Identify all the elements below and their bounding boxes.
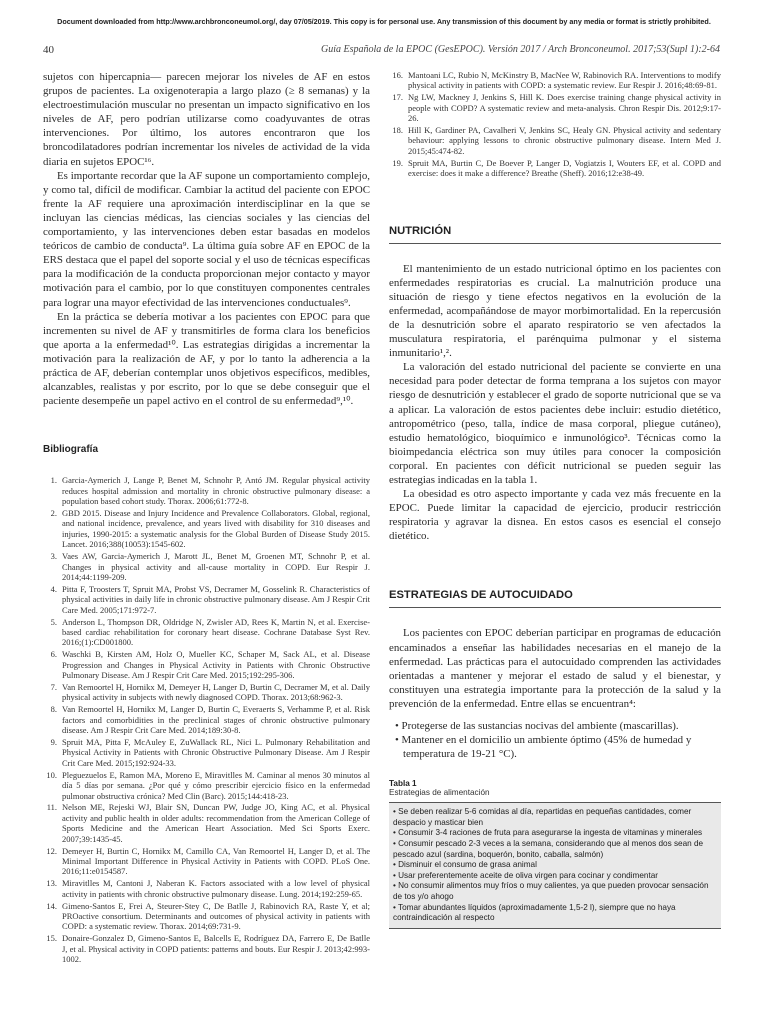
reference-number: 9. <box>50 737 57 747</box>
body-paragraph: La obesidad es otro aspecto importante y cada vez más frecuente en la EPOC. Puede limitar la capacidad de ejercicio, producir restricción respiratoria y agravar la disnea. En estos casos es esencial el consejo dietético. <box>389 488 721 543</box>
table-row: • Consumir 3-4 raciones de fruta para asegurarse la ingesta de vitaminas y minerales <box>393 828 703 838</box>
reference-number: 17. <box>392 92 403 103</box>
reference-item <box>389 125 721 156</box>
reference-text: Miravitlles M, Cantoni J, Naberan K. Factors associated with a low level of physical activity in patients with chronic obstructive pulmonary disease. Lung. 2014;192:259-65. <box>62 878 370 899</box>
reference-item <box>43 846 370 877</box>
reference-text: GBD 2015. Disease and Injury Incidence and Prevalence Collaborators. Global, regional, and national incidence, prevalence, and years lived with disability for 310 diseases and injuries, 1990-2015: a systematic analysis for the Global Burden of Disease Study 2015. Lancet. 2016;388(10053):1545-602. <box>62 507 370 550</box>
list-item: • Protegerse de las sustancias nocivas del ambiente (mascarillas). <box>395 720 679 732</box>
table-label: Tabla 1 <box>389 779 417 789</box>
reference-text: Gimeno-Santos E, Frei A, Steurer-Stey C, De Batlle J, Rabinovich RA, Raste Y, et al; PROactive consortium. Determinants and outcomes of physical activity in patients with COPD: a systematic review. Thorax. 2014;69:731-9. <box>62 900 370 932</box>
table-row: • Consumir pescado 2-3 veces a la semana, considerando que al menos dos sean de pescado azul (sardina, boquerón, bonito, caballa, salmón) <box>393 839 704 859</box>
reference-item <box>43 737 370 768</box>
reference-number: 14. <box>46 900 57 911</box>
list-item-text: Mantener en el domicilio un ambiente óptimo (45% de humedad y temperatura de 19-21 °C). <box>401 734 692 761</box>
reference-item <box>43 508 370 550</box>
reference-item <box>43 682 370 703</box>
reference-text: Demeyer H, Burtin C, Hornikx M, Camillo CA, Van Remoortel H, Langer D, et al. The Minimal Important Difference in Physical Activity in Patients with COPD. PLoS One. 2016;11:e0154587. <box>62 845 370 877</box>
reference-list-continued <box>389 70 721 179</box>
reference-item <box>43 901 370 932</box>
reference-number: 5. <box>50 616 57 627</box>
reference-number: 1. <box>50 475 57 486</box>
body-paragraph: sujetos con hipercapnia— parecen mejorar los niveles de AF en estos grupos de pacientes. La oxigenoterapia a largo plazo (≥ 8 semanas) y la electroestimulación muscular no presentan un impacto significativo en los niveles de AF, pero podrían utilizarse como coadyuvantes de otras intervenciones. Por último, los autores encontraron que los broncodilatadores podrían incrementar los niveles de actividad de la vida diaria en sujetos EPOC¹⁶. <box>43 71 370 168</box>
body-paragraph: Es importante recordar que la AF supone un comportamiento complejo, y como tal, difícil de modificar. Cambiar la actitud del paciente con EPOC frente la AF requiere una aproximación interdisciplinar en la que se incluyan las ciencias médicas, las ciencias sociales y las ciencias del comportamiento, y las intervenciones deben estar basadas en modelos teóricos de cambio de conducta⁹. La última guía sobre AF en EPOC de la ERS destaca que el papel del soporte social y el uso de técnicas específicas para la modificación de la conducta proporcionan mejor contacto y mayor motivación para el cambio, por lo que constituyen componentes centrales para lograr una mayor efectividad de las intervenciones conductuales⁹. <box>43 169 370 309</box>
reference-text: Van Remoortel H, Hornikx M, Langer D, Burtin C, Everaerts S, Verhamme P, et al. Risk factors and comorbidities in the preclinical stages of chronic obstructive pulmonary disease. Am J Respir Crit Care Med. 2014;189:30-8. <box>62 704 370 736</box>
reference-number: 10. <box>46 769 57 780</box>
reference-text: Pleguezuelos E, Ramon MA, Moreno E, Miravitlles M. Caminar al menos 30 minutos al día 5 días por semana. ¿Por qué y cómo prescribir ejercicio físico en la enfermedad pulmonar obstructiva crónica? Med Clin (Barc). 2015;144:418-23. <box>62 769 370 801</box>
reference-number: 4. <box>50 583 57 594</box>
table-caption: Estrategias de alimentación <box>389 788 490 798</box>
left-column <box>43 70 370 966</box>
page-number: 40 <box>43 44 54 56</box>
body-paragraph: La valoración del estado nutricional del paciente se convierte en una necesidad para poder detectar de forma temprana a los sujetos con mayor riesgo de desnutrición y establecer el grado de soporte nutricional que se va a aplicar. La valoración de estos pacientes debe incluir: estudio dietético, antropométrico (peso, talla, índice de masa corporal, pliegue cutáneo), estudio hematológico, bioquímico e inmunológico³. Técnicas como la bioimpedancia eléctrica son muy útiles para conocer la composición corporal. En pacientes con déficit nutricional se pueden seguir las estrategias indicadas en la tabla 1. <box>389 361 721 486</box>
section-heading-autocuidado: ESTRATEGIAS DE AUTOCUIDADO <box>389 589 721 608</box>
list-item: • Mantener en el domicilio un ambiente óptimo (45% de humedad y temperatura de 19-21 °C). <box>395 734 692 761</box>
reference-text: Spruit MA, Pitta F, McAuley E, ZuWallack RL, Nici L. Pulmonary Rehabilitation and Physical Activity in Patients with Chronic Obstructive Pulmonary Disease. Am J Respir Crit Care Med. 2015;192:924-33. <box>62 737 370 768</box>
reference-number: 3. <box>50 551 57 562</box>
reference-number: 6. <box>50 649 57 660</box>
reference-item <box>389 70 721 91</box>
reference-item <box>43 649 370 680</box>
reference-number: 19. <box>392 157 403 168</box>
bibliography-heading: Bibliografía <box>43 444 99 456</box>
reference-text: Pitta F, Troosters T, Spruit MA, Probst VS, Decramer M, Gosselink R. Characteristics of physical activities in daily life in chronic obstructive pulmonary disease. Am J Respir Crit Care Med. 2005;171:972-7. <box>62 583 370 615</box>
reference-text: Hill K, Gardiner PA, Cavalheri V, Jenkins SC, Healy GN. Physical activity and sedentary behaviour: applying lessons to chronic obstructive pulmonary disease. Intern Med J. 2015;45:474-82. <box>408 125 721 156</box>
reference-number: 2. <box>50 507 57 518</box>
reference-number: 16. <box>392 70 403 80</box>
reference-text: Nelson ME, Rejeski WJ, Blair SN, Duncan PW, Judge JO, King AC, et al. Physical activity and public health in older adults: recommendation from the American College of Sports Medicine and the American Heart Association. Med Sci Sports Exerc. 2007;39:1435-45. <box>62 802 370 844</box>
reference-number: 7. <box>50 681 57 692</box>
running-head: Guía Española de la EPOC (GesEPOC). Versión 2017 / Arch Bronconeumol. 2017;53(Supl 1):2-64 <box>320 44 720 55</box>
body-paragraph: En la práctica se debería motivar a los pacientes con EPOC para que incrementen su nivel de AF y transmitirles de forma clara los beneficios que aporta a la enfermedad¹⁰. Las estrategias dirigidas a incrementar la motivación para la realización de AF, y por lo tanto la adherencia a la práctica de AF, deberían contemplar unos objetivos específicos, medibles, alcanzables, realistas y por escrito, por lo que se debe conseguir que el paciente desempeñe un papel activo en el control de su enfermedad⁹,¹⁰. <box>43 310 370 408</box>
section-heading-nutricion: NUTRICIÓN <box>389 225 721 244</box>
reference-item <box>43 933 370 964</box>
reference-text: Waschki B, Kirsten AM, Holz O, Mueller KC, Schaper M, Sack AL, et al. Disease Progression and Changes in Physical Activity in Patients with Chronic Obstructive Pulmonary Disease. Am J Respir Crit Care Med. 2015;192:295-306. <box>62 649 370 681</box>
reference-text: Spruit MA, Burtin C, De Boever P, Langer D, Vogiatzis I, Wouters EF, et al. COPD and exercise: does it make a difference? Breathe (Sheff). 2016;12:e38-49. <box>408 157 721 179</box>
table-row: • No consumir alimentos muy fríos o muy calientes, ya que pueden provocar sensación de tos y/o ahogo <box>393 881 709 902</box>
list-item-text: Protegerse de las sustancias nocivas del ambiente (mascarillas). <box>401 720 679 732</box>
reference-number: 18. <box>392 125 403 136</box>
table-body <box>389 802 721 929</box>
reference-number: 13. <box>46 878 57 889</box>
body-paragraph: Los pacientes con EPOC deberían participar en programas de educación encaminados a enseñar las habilidades necesarias en el manejo de la enfermedad. Las prácticas para el autocuidado comprenden las actividades orientadas a mantener y mejorar el estado de salud y el bienestar, y constituyen una estrategia importante para la protección de la salud y la prevención de la enfermedad. Entre ellas se encuentran⁴: <box>389 627 721 710</box>
reference-item <box>389 158 721 179</box>
reference-text: Van Remoortel H, Hornikx M, Demeyer H, Langer D, Burtin C, Decramer M, et al. Daily physical activity in subjects with newly diagnosed COPD. Thorax. 2013;68:962-3. <box>62 681 370 703</box>
reference-number: 12. <box>46 845 57 856</box>
reference-text: Mantoani LC, Rubio N, McKinstry B, MacNee W, Rabinovich RA. Interventions to modify physical activity in patients with COPD: a systematic review. Eur Respir J. 2016;48:69-81. <box>408 70 721 91</box>
table-row: • Disminuir el consumo de grasa animal <box>393 860 537 870</box>
reference-text: Vaes AW, Garcia-Aymerich J, Marott JL, Benet M, Groenen MT, Schnohr P, et al. Changes in physical activity and all-cause mortality in COPD. Eur Respir J. 2014;44:1199-209. <box>62 551 370 582</box>
reference-item <box>43 770 370 801</box>
download-notice-banner: Document downloaded from http://www.archbronconeumol.org/, day 07/05/2019. This copy is for personal use. Any transmission of this document by any media or format is strictly prohibited. <box>57 17 711 26</box>
reference-item <box>389 92 721 123</box>
reference-number: 15. <box>46 933 57 944</box>
body-paragraph: El mantenimiento de un estado nutricional óptimo en los pacientes con enfermedades respiratorias es crucial. La malnutrición produce una situación de riesgo y tiene efectos negativos en la evolución de la enfermedad, acompañándose de mayor morbimortalidad. En la repercusión de la desnutrición sobre el aparato respiratorio se ven afectados la musculatura respiratoria, el parénquima pulmonar y el sistema inmunitario¹,². <box>389 262 721 360</box>
reference-text: Garcia-Aymerich J, Lange P, Benet M, Schnohr P, Antó JM. Regular physical activity reduces hospital admission and mortality in chronic obstructive pulmonary disease: a population based cohort study. Thorax. 2006;61:772-8. <box>62 475 370 507</box>
table-1 <box>389 779 721 929</box>
reference-text: Donaire-Gonzalez D, Gimeno-Santos E, Balcells E, Rodríguez DA, Farrero E, De Batlle J, et al. Physical activity in COPD patients: patterns and bouts. Eur Respir J. 2013;42:993-1002. <box>62 933 370 965</box>
self-care-list <box>389 719 721 761</box>
reference-item <box>43 584 370 615</box>
reference-list <box>43 475 370 964</box>
right-column <box>389 70 721 929</box>
reference-text: Anderson L, Thompson DR, Oldridge N, Zwisler AD, Rees K, Martin N, et al. Exercise-based cardiac rehabilitation for coronary heart disease. Cochrane Database Syst Rev. 2016;(1):CD001800. <box>62 616 370 648</box>
reference-item <box>43 704 370 735</box>
reference-item <box>43 617 370 648</box>
table-row: • Se deben realizar 5-6 comidas al día, repartidas en pequeñas cantidades, comer despacio y masticar bien <box>393 807 692 827</box>
reference-item <box>43 878 370 899</box>
reference-text: Ng LW, Mackney J, Jenkins S, Hill K. Does exercise training change physical activity in people with COPD? A systematic review and meta-analysis. Chron Respir Dis. 2012;9:17-26. <box>408 92 721 124</box>
reference-item <box>43 551 370 582</box>
table-row: • Usar preferentemente aceite de oliva virgen para cocinar y condimentar <box>393 870 659 880</box>
reference-item <box>43 802 370 844</box>
table-row: • Tomar abundantes líquidos (aproximadamente 1,5-2 l), siempre que no haya contraindicación al respecto <box>393 902 676 923</box>
reference-number: 8. <box>50 704 57 715</box>
reference-item <box>43 475 370 506</box>
reference-number: 11. <box>46 802 57 813</box>
